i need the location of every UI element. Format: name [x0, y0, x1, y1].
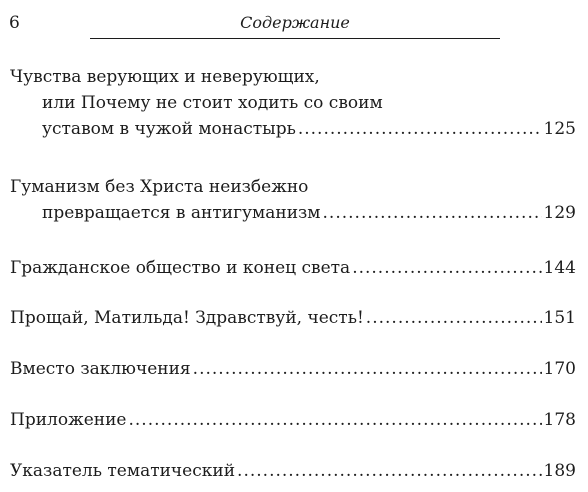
toc-entry-title-line: Прощай, Матильда! Здравствуй, честь! [10, 308, 364, 328]
dot-leader [352, 255, 541, 281]
dot-leader [129, 407, 542, 433]
toc-entry-last-line [10, 356, 576, 382]
toc-entry-page: 178 [543, 410, 576, 430]
toc-entry-page: 170 [543, 359, 576, 379]
toc-entry[interactable] [10, 356, 576, 382]
toc-entry-last-line [10, 255, 576, 281]
toc-entry-page: 125 [543, 119, 576, 139]
toc-entry-title-line: Указатель тематический [10, 461, 236, 481]
toc-entry[interactable] [10, 174, 576, 226]
dot-leader [193, 356, 542, 382]
toc-entry[interactable] [10, 64, 576, 142]
toc-entry-last-line [10, 407, 576, 433]
toc-entry[interactable] [10, 255, 576, 281]
toc-entry-title-line: превращается в антигуманизм [42, 203, 321, 223]
toc-entry-title-line: или Почему не стоит ходить со своим [42, 93, 383, 113]
toc-entry-page: 151 [543, 308, 576, 328]
toc-entry-page: 129 [543, 203, 576, 223]
toc-entry[interactable] [10, 458, 576, 484]
toc-entry-title-line: Вместо заключения [10, 359, 191, 379]
toc-entry[interactable] [10, 305, 576, 331]
toc-entry-title-line: Приложение [10, 410, 127, 430]
dot-leader [298, 116, 542, 142]
running-head: Содержание [240, 13, 350, 32]
dot-leader [237, 458, 542, 484]
toc-entry-last-line [10, 458, 576, 484]
header-rule [90, 38, 500, 39]
toc-entry-last-line [10, 116, 576, 142]
toc-entry-page: 144 [543, 258, 576, 278]
toc-entry-title-line: Гражданское общество и конец света [10, 258, 351, 278]
dot-leader [366, 305, 542, 331]
toc-entry-last-line [10, 305, 576, 331]
page-number: 6 [9, 13, 20, 33]
toc-entry-last-line [10, 200, 576, 226]
toc-entry-title-line: Чувства верующих и неверующих, [10, 67, 320, 87]
toc-entry-title-line: уставом в чужой монастырь [42, 119, 296, 139]
toc-entry[interactable] [10, 407, 576, 433]
toc-entry-title-line: Гуманизм без Христа неизбежно [10, 177, 309, 197]
dot-leader [323, 200, 542, 226]
toc-entry-page: 189 [543, 461, 576, 481]
